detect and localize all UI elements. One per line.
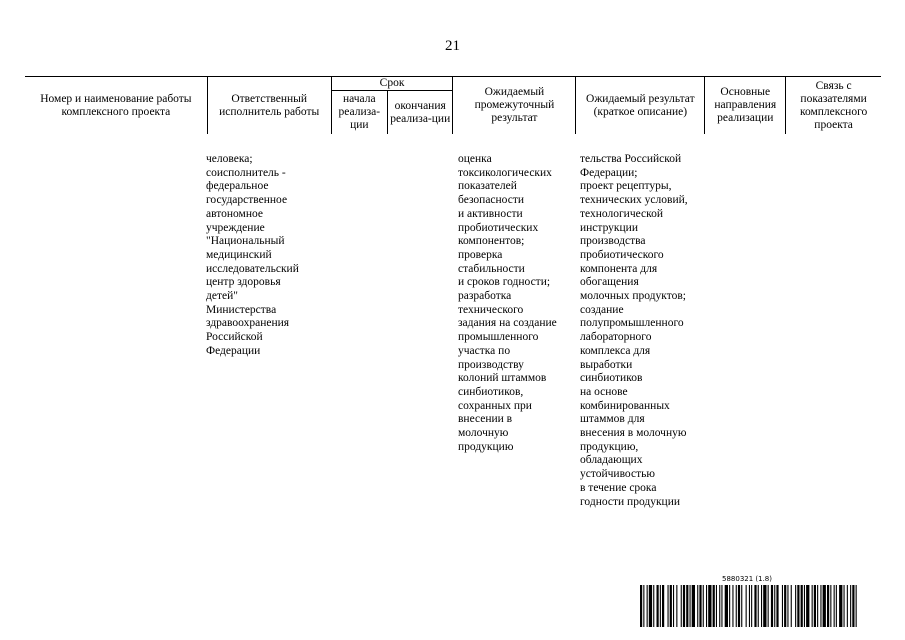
interim-result-cell: оценка токсикологических показателей безопасности и активности пробиотических компонентов; проверка стабильности и сроков годности; разработка технического задания на создание промышленного участка по производству колоний штаммов синбиотиков, сохранных при внесении в молочную продукцию	[458, 153, 557, 453]
header-term: Срок	[331, 77, 453, 91]
header-interim-result: Ожидаемый промежуточный результат	[453, 77, 576, 135]
barcode-icon	[640, 585, 860, 627]
header-term-end: окончания реализа-ции	[387, 91, 453, 135]
header-term-start: начала реализа-ции	[331, 91, 387, 135]
page-number: 21	[445, 38, 460, 54]
header-work-name: Номер и наименование работы комплексного проекта	[25, 77, 207, 135]
header-indicators-link: Связь с показателями комплексного проекта	[786, 77, 881, 135]
header-directions: Основные направления реализации	[705, 77, 786, 135]
barcode-label: 5880321 (1.8)	[722, 575, 772, 583]
table-header	[25, 76, 881, 134]
document-barcode	[640, 575, 860, 627]
header-executor: Ответственный исполнитель работы	[207, 77, 331, 135]
executor-cell: человека; соисполнитель - федеральное государственное автономное учреждение "Национальный медицинский исследовательский центр здоровья детей" Министерства здравоохранения Российской Федерации	[206, 153, 299, 357]
expected-result-cell: тельства Российской Федерации; проект рецептуры, технических условий, технологической инструкции производства пробиотического компонента для обогащения молочных продуктов; создание полупромышленного лабораторного комплекса для выработки синбиотиков на основе комбинированных штаммов для внесения в молочную продукцию, обладающих устойчивостью в течение срока годности продукции	[580, 153, 688, 508]
header-expected-result: Ожидаемый результат (краткое описание)	[576, 77, 705, 135]
